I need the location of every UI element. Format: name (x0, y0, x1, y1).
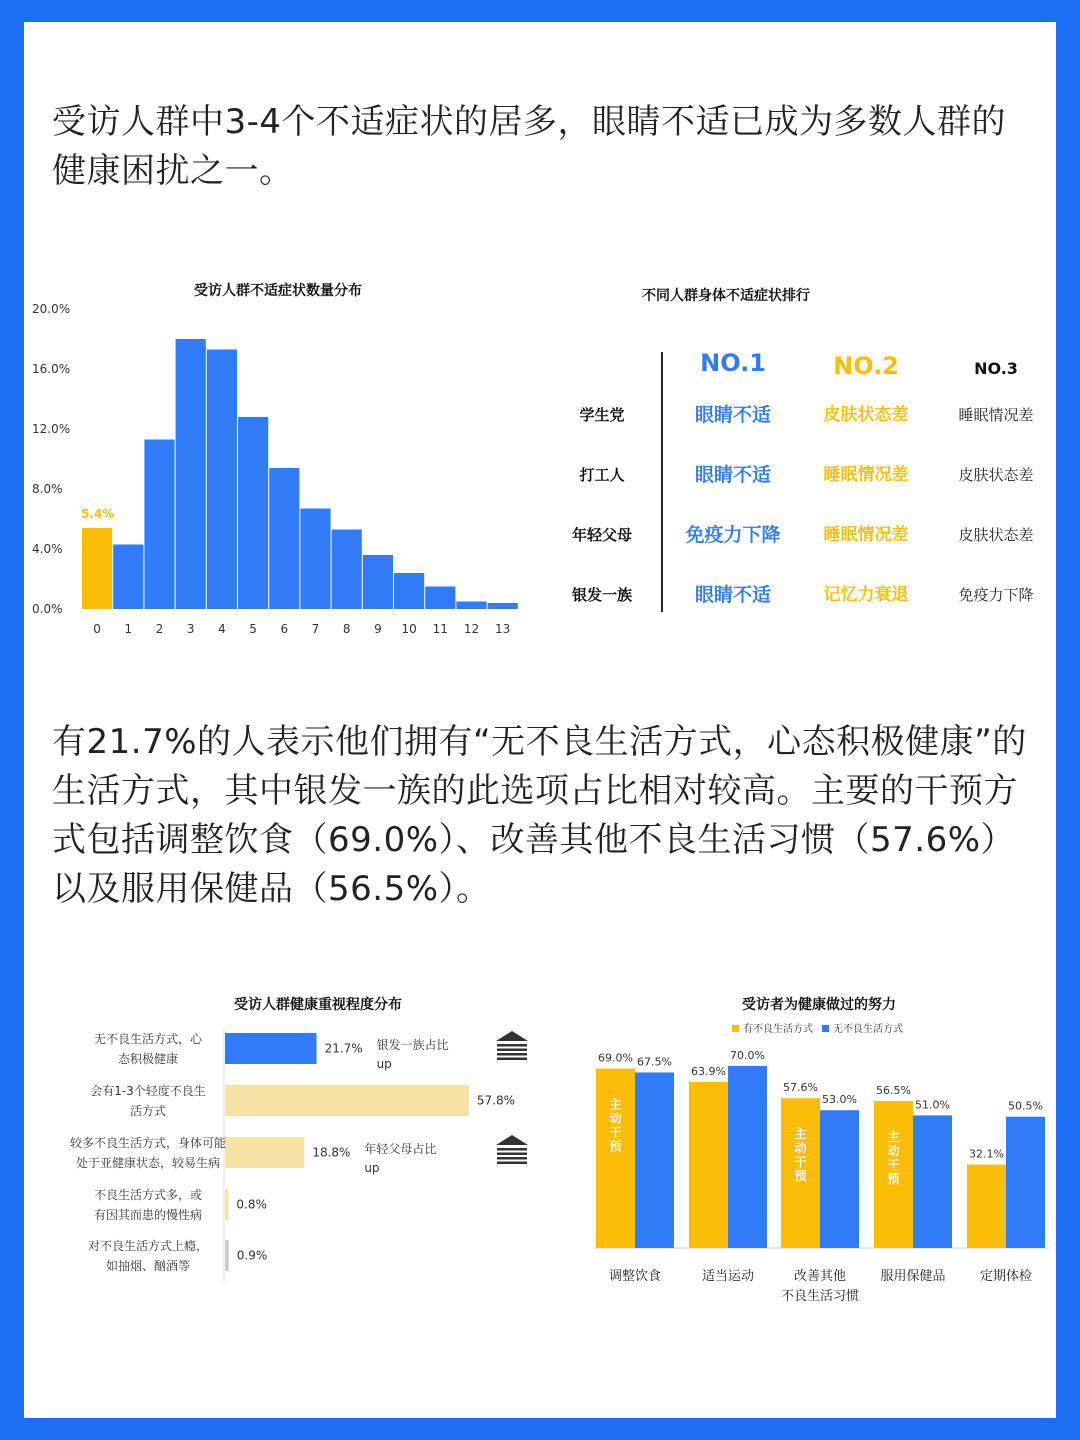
y-tick-label: 4.0% (32, 542, 63, 556)
attention-bar (225, 1240, 229, 1271)
attention-bar (225, 1085, 469, 1116)
content-card (24, 22, 1056, 1418)
attention-category-label: 处于亚健康状态，较易生病 (75, 1156, 221, 1170)
x-tick-label: 11 (432, 622, 448, 636)
attention-category-label: 无不良生活方式，心 (93, 1032, 203, 1046)
health-attention-chart (70, 996, 528, 1284)
effort-value-label: 69.0% (598, 1051, 633, 1065)
rank-cell: 眼睛不适 (694, 404, 772, 426)
symptom-count-histogram (32, 282, 518, 636)
histogram-bar (269, 468, 299, 609)
effort-bar (728, 1066, 767, 1248)
x-tick-label: 5 (249, 622, 257, 636)
effort-bar (967, 1165, 1006, 1248)
intro-paragraph: 受访人群中3-4个不适症状的居多，眼睛不适已成为多数人群的健康困扰之一。 (52, 102, 1007, 191)
attention-value-label: 57.8% (476, 1093, 516, 1108)
effort-bar (689, 1082, 728, 1248)
effort-bar (635, 1073, 674, 1249)
x-tick-label: 8 (342, 622, 351, 636)
x-tick-label: 1 (124, 622, 133, 636)
effort-bar-annotation: 主 (794, 1127, 807, 1142)
x-tick-label: 3 (186, 622, 195, 636)
attention-category-label: 较多不良生活方式，身体可能 (69, 1136, 227, 1150)
x-tick-label: 9 (374, 622, 382, 636)
up-arrow-icon-stripe (497, 1053, 527, 1056)
histogram-bar (456, 602, 486, 610)
charts-canvas (24, 22, 1056, 1418)
rank-cell: 皮肤状态差 (958, 526, 1034, 544)
rank-group-label: 打工人 (579, 466, 625, 484)
effort-bar-annotation: 干 (887, 1158, 900, 1173)
effort-bar-annotation: 动 (887, 1144, 900, 1159)
histogram-bar (238, 417, 268, 609)
attention-value-label: 18.8% (312, 1145, 351, 1160)
effort-value-label: 57.6% (783, 1081, 818, 1095)
rank-cell: 睡眠情况差 (823, 465, 909, 485)
x-tick-label: 2 (155, 622, 164, 636)
histogram-bar (144, 440, 174, 610)
rank-cell: 免疫力下降 (685, 524, 781, 546)
legend-swatch-yellow (732, 1025, 739, 1032)
effort-bar-annotation: 干 (609, 1125, 622, 1140)
up-arrow-icon (496, 1135, 528, 1145)
y-tick-label: 8.0% (32, 482, 63, 496)
legend-swatch-blue (822, 1025, 829, 1032)
attention-value-label: 0.9% (236, 1248, 268, 1263)
effort-value-label: 70.0% (730, 1049, 765, 1062)
rank-cell: 眼睛不适 (694, 584, 772, 606)
histogram-bar (332, 530, 362, 610)
effort-bar (913, 1115, 952, 1248)
attention-annotation: 年轻父母占比 (364, 1142, 437, 1156)
attention-annotation-up: up (364, 1161, 380, 1175)
histogram-bar (394, 573, 424, 609)
attention-category-label: 对不良生活方式上瘾， (87, 1239, 209, 1253)
x-tick-label: 6 (280, 622, 289, 636)
up-arrow-icon-stripe (497, 1162, 527, 1165)
histogram-bar (176, 339, 206, 609)
x-tick-label: 10 (401, 622, 417, 636)
summary-paragraph: 有21.7%的人表示他们拥有“无不良生活方式，心态积极健康”的生活方式，其中银发一族的此选项占比相对较高。主要的干预方式包括调整饮食（69.0%）、改善其他不良生活习惯（57.6%）以及服用保健品（56.5%）。 (52, 722, 1027, 909)
histogram-bar (425, 587, 455, 610)
y-tick-label: 12.0% (32, 422, 71, 436)
up-arrow-icon-stripe (497, 1049, 527, 1052)
effort-value-label: 67.5% (637, 1055, 672, 1069)
effort-value-label: 53.0% (822, 1093, 857, 1107)
rank-cell: 睡眠情况差 (958, 406, 1034, 424)
attention-title: 受访人群健康重视程度分布 (234, 997, 402, 1013)
effort-value-label: 32.1% (969, 1147, 1004, 1161)
effort-category-label: 调整饮食 (608, 1269, 662, 1284)
rank-group-label: 学生党 (579, 406, 625, 424)
legend-label-blue: 无不良生活方式 (833, 1024, 903, 1035)
attention-category-label: 活方式 (129, 1104, 167, 1118)
rank-cell: 皮肤状态差 (823, 405, 909, 425)
attention-bar (225, 1189, 228, 1220)
rank-header-3: NO.3 (974, 359, 1018, 378)
up-arrow-icon-stripe (497, 1148, 527, 1151)
attention-category-label: 会有1-3个轻度不良生 (90, 1084, 206, 1098)
effort-bar-annotation: 干 (794, 1155, 807, 1170)
rank-cell: 睡眠情况差 (823, 525, 909, 545)
histogram-bar (488, 603, 518, 609)
effort-value-label: 63.9% (691, 1064, 726, 1078)
effort-category-label: 不良生活习惯 (780, 1289, 860, 1304)
attention-annotation: 银发一族占比 (376, 1038, 449, 1052)
effort-bar-annotation: 预 (887, 1172, 900, 1187)
x-tick-label: 7 (311, 622, 320, 636)
rank-group-label: 银发一族 (571, 586, 633, 604)
effort-bar-annotation: 动 (794, 1141, 807, 1156)
histogram-bar (113, 545, 143, 610)
rank-group-label: 年轻父母 (571, 526, 633, 544)
ranking-title: 不同人群身体不适症状排行 (642, 288, 810, 304)
effort-value-label: 50.5% (1008, 1099, 1043, 1113)
y-tick-label: 16.0% (32, 362, 71, 376)
attention-bar (225, 1137, 304, 1168)
rank-cell: 皮肤状态差 (958, 466, 1034, 484)
effort-value-label: 51.0% (915, 1098, 950, 1112)
effort-bar-annotation: 预 (609, 1139, 622, 1154)
effort-category-label: 定期体检 (979, 1269, 1033, 1284)
attention-category-label: 如抽烟、酗酒等 (105, 1259, 191, 1273)
rank-header-2: NO.2 (833, 352, 899, 380)
effort-bar (820, 1110, 859, 1248)
health-effort-chart (594, 996, 1049, 1304)
effort-category-label: 改善其他 (793, 1269, 847, 1284)
rank-header-1: NO.1 (700, 349, 766, 377)
up-arrow-icon-stripe (497, 1157, 527, 1160)
effort-category-label: 适当运动 (701, 1269, 755, 1284)
attention-category-label: 不良生活方式多，或 (93, 1188, 203, 1202)
legend-label-yellow: 有不良生活方式 (743, 1024, 813, 1035)
attention-annotation-up: up (376, 1057, 392, 1071)
rank-cell: 免疫力下降 (958, 586, 1034, 604)
effort-bar-annotation: 主 (887, 1130, 900, 1145)
x-tick-label: 13 (495, 622, 511, 636)
attention-value-label: 21.7% (324, 1041, 363, 1056)
rank-cell: 眼睛不适 (694, 464, 772, 486)
x-tick-label: 4 (218, 622, 226, 636)
up-arrow-icon-stripe (497, 1044, 527, 1047)
histogram-bar (82, 528, 112, 609)
up-arrow-icon (496, 1031, 528, 1041)
effort-bar (1006, 1117, 1045, 1248)
y-tick-label: 0.0% (32, 602, 63, 616)
effort-bar (596, 1069, 635, 1248)
highlight-value-label: 5.4% (80, 507, 115, 521)
histogram-bar (363, 555, 393, 609)
y-tick-label: 20.0% (32, 302, 71, 316)
histogram-bar (207, 350, 237, 610)
effort-value-label: 56.5% (876, 1084, 911, 1098)
effort-bar-annotation: 预 (794, 1169, 807, 1184)
effort-category-label: 服用保健品 (880, 1269, 946, 1284)
rank-cell: 记忆力衰退 (823, 585, 909, 605)
histogram-title: 受访人群不适症状数量分布 (194, 283, 362, 299)
symptom-ranking-table (572, 287, 1034, 612)
x-tick-label: 0 (93, 622, 101, 636)
histogram-bar (300, 509, 330, 610)
attention-value-label: 0.8% (236, 1197, 267, 1212)
attention-category-label: 态积极健康 (117, 1052, 179, 1066)
effort-title: 受访者为健康做过的努力 (742, 997, 896, 1013)
attention-bar (225, 1033, 317, 1064)
effort-bar-annotation: 主 (609, 1097, 622, 1112)
up-arrow-icon-stripe (497, 1058, 527, 1061)
up-arrow-icon-stripe (497, 1153, 527, 1156)
x-tick-label: 12 (463, 622, 480, 636)
attention-category-label: 有因其而患的慢性病 (93, 1208, 203, 1222)
effort-bar-annotation: 动 (609, 1111, 622, 1126)
